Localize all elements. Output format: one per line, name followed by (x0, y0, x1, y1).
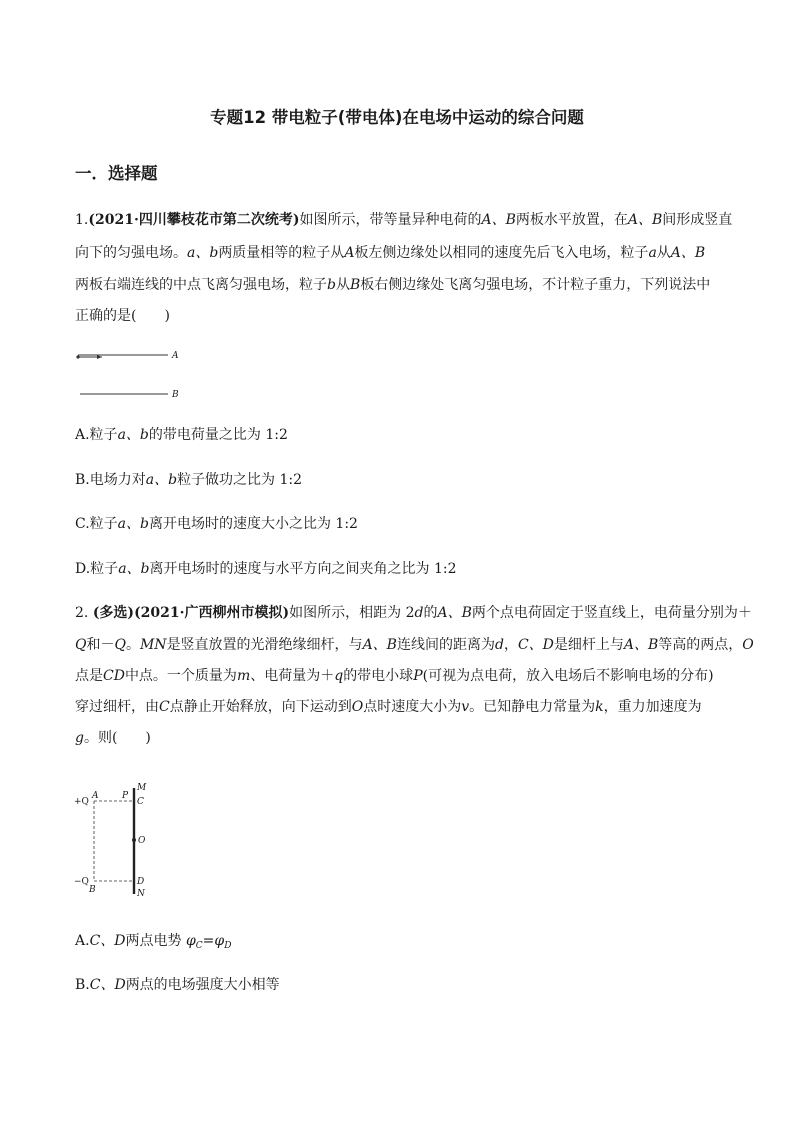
section-heading: 一．选择题 (75, 164, 158, 183)
arrow-head-icon (97, 355, 102, 359)
q1-option-a[interactable]: A.粒子a、b的带电荷量之比为 1:2 (75, 427, 288, 443)
q2-line-1: 2. (多选)(2021·广西柳州市模拟)如图所示，相距为 2d的A、B两个点电荷固定于竖直线上，电荷量分别为＋ (75, 605, 752, 621)
q2-option-b[interactable]: B.C、D两点的电场强度大小相等 (75, 977, 280, 993)
q2-figure-charges-rod (70, 780, 160, 900)
label-o: O (138, 836, 146, 846)
label-b: B (89, 885, 96, 895)
q2-line-4: 穿过细杆，由C点静止开始释放，向下运动到O点时速度大小为v。已知静电力常量为k，重力加速度为 (75, 699, 702, 715)
label-n: N (137, 889, 145, 899)
label-plate-a: A (172, 351, 179, 361)
q2-tag: (多选) (92, 605, 135, 621)
q2-number: 2. (75, 605, 93, 621)
q1-number: 1. (75, 212, 89, 228)
page-title: 专题12 带电粒子(带电体)在电场中运动的综合问题 (210, 108, 584, 127)
q1-option-d[interactable]: D.粒子a、b离开电场时的速度与水平方向之间夹角之比为 1:2 (75, 561, 457, 577)
label-c: C (137, 797, 144, 807)
q1-source: (2021·四川攀枝花市第二次统考) (88, 212, 300, 228)
q2-option-a[interactable]: A.C、D两点电势 $\varphi_C=\varphi_D$ (75, 933, 232, 951)
q2-line-3: 点是CD中点。一个质量为m、电荷量为＋q的带电小球P(可视为点电荷，放入电场后不影响电场的分布) (75, 668, 714, 684)
q1-line-3: 两板右端连线的中点飞离匀强电场，粒子b从B板右侧边缘处飞离匀强电场，不计粒子重力，下列说法中 (75, 277, 711, 293)
label-a: A (92, 791, 99, 801)
label-minus-q: −Q (74, 877, 89, 887)
q2-line-5: g。则( ) (75, 730, 151, 746)
q2-line-2: Q和－Q。MN是竖直放置的光滑绝缘细杆，与A、B连线间的距离为d，C、D是细杆上与A、B等高的两点，O (75, 637, 754, 653)
q1-figure-plates (72, 345, 192, 401)
label-m: M (137, 783, 147, 793)
q1-line-2: 向下的匀强电场。a、b两质量相等的粒子从A板左侧边缘处以相同的速度先后飞入电场，粒子a从A、B (75, 245, 706, 261)
q1-option-b[interactable]: B.电场力对a、b粒子做功之比为 1:2 (75, 472, 303, 488)
label-plate-b: B (172, 390, 179, 400)
label-d: D (137, 877, 145, 887)
label-plus-q: +Q (74, 797, 89, 807)
q1-line-4: 正确的是( ) (75, 308, 170, 324)
q1-option-c[interactable]: C.粒子a、b离开电场时的速度大小之比为 1:2 (75, 516, 358, 532)
label-p: P (122, 791, 129, 801)
q2-source: (2021·广西柳州市模拟) (134, 605, 290, 621)
particle-dot (76, 355, 79, 358)
point-o (132, 838, 136, 842)
q1-line-1: 1.(2021·四川攀枝花市第二次统考)如图所示，带等量异种电荷的A、B两板水平放置，在A、B间形成竖直 (75, 212, 733, 228)
